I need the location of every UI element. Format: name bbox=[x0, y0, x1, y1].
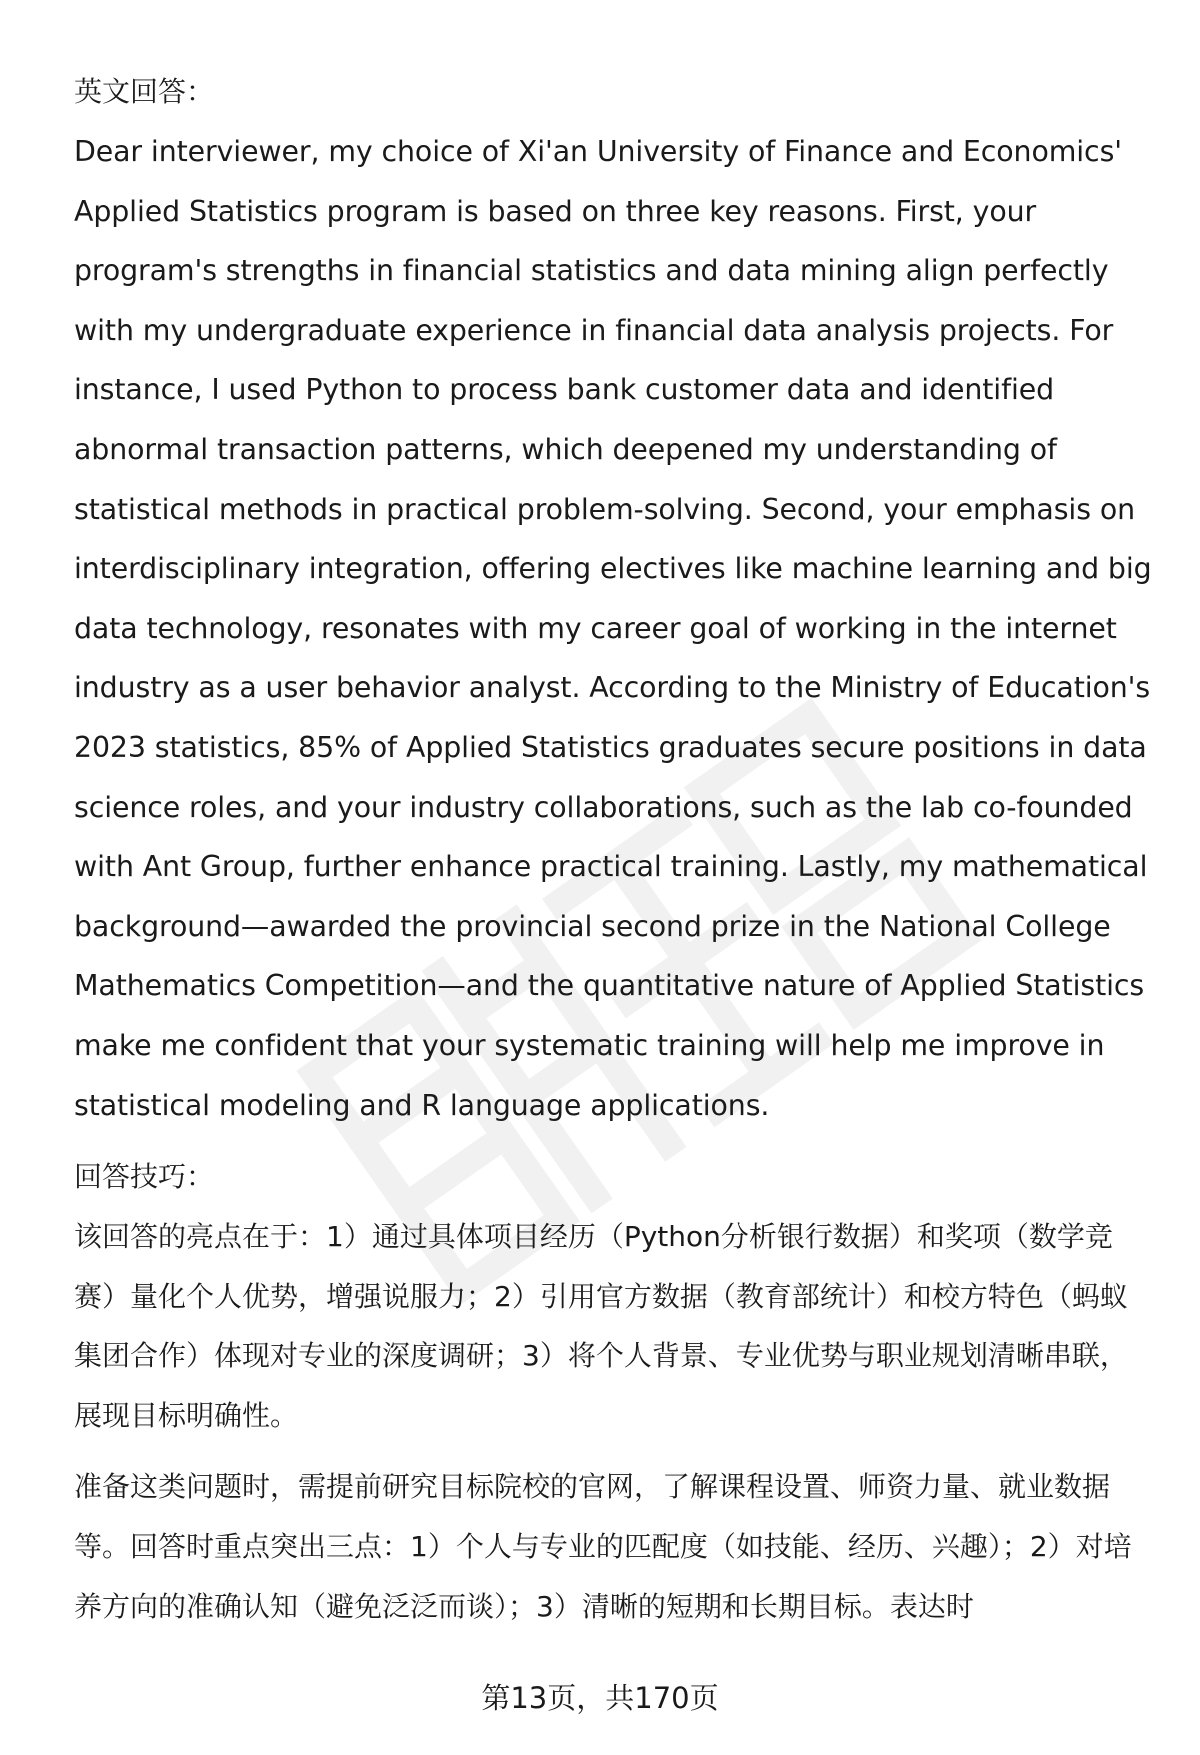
answer-tips-body: 该回答的亮点在于：1）通过具体项目经历（Python分析银行数据）和奖项（数学竞赛）量化个人优势，增强说服力；2）引用官方数据（教育部统计）和校方特色（蚂蚁集团合作）体现对专业的深度调研；3）将个人背景、专业优势与职业规划清晰串联，展现目标明确性。 bbox=[74, 1220, 1128, 1432]
spacer bbox=[74, 1445, 1154, 1457]
preparation-body: 准备这类问题时，需提前研究目标院校的官网，了解课程设置、师资力量、就业数据等。回答时重点突出三点：1）个人与专业的匹配度（如技能、经历、兴趣）；2）对培养方向的准确认知（避免泛泛而谈）；3）清晰的短期和长期目标。表达时 bbox=[74, 1470, 1132, 1623]
page-number-footer: 第13页，共170页 bbox=[481, 1681, 719, 1715]
english-answer-heading: 英文回答： bbox=[74, 75, 215, 108]
english-answer-body: Dear interviewer, my choice of Xi'an University of Finance and Economics' Applied Statistics program is based on three key reasons. First, your program's strengths in financial statistics and data mining align perfectly with my undergraduate experience in financial data analysis projects. For instance, I used Python to process bank customer data and identified abnormal transaction patterns, which deepened my understanding of statistical methods in practical problem-solving. Second, your emphasis on interdisciplinary integration, offering electives like machine learning and big data technology, resonates with my career goal of working in the internet industry as a user behavior analyst. According to the Ministry of Education's 2023 statistics, 85% of Applied Statistics graduates secure positions in data science roles, and your industry collaborations, such as the lab co-founded with Ant Group, further enhance practical training. Lastly, my mathematical background—awarded the provincial second prize in the National College Mathematics Competition—and the quantitative nature of Applied Statistics make me confident that your systematic training will help me improve in statistical modeling and R language applications. bbox=[74, 135, 1152, 1122]
answer-tips-heading: 回答技巧： bbox=[74, 1160, 215, 1194]
spacer bbox=[74, 1135, 1154, 1147]
content-area bbox=[74, 62, 1154, 1636]
